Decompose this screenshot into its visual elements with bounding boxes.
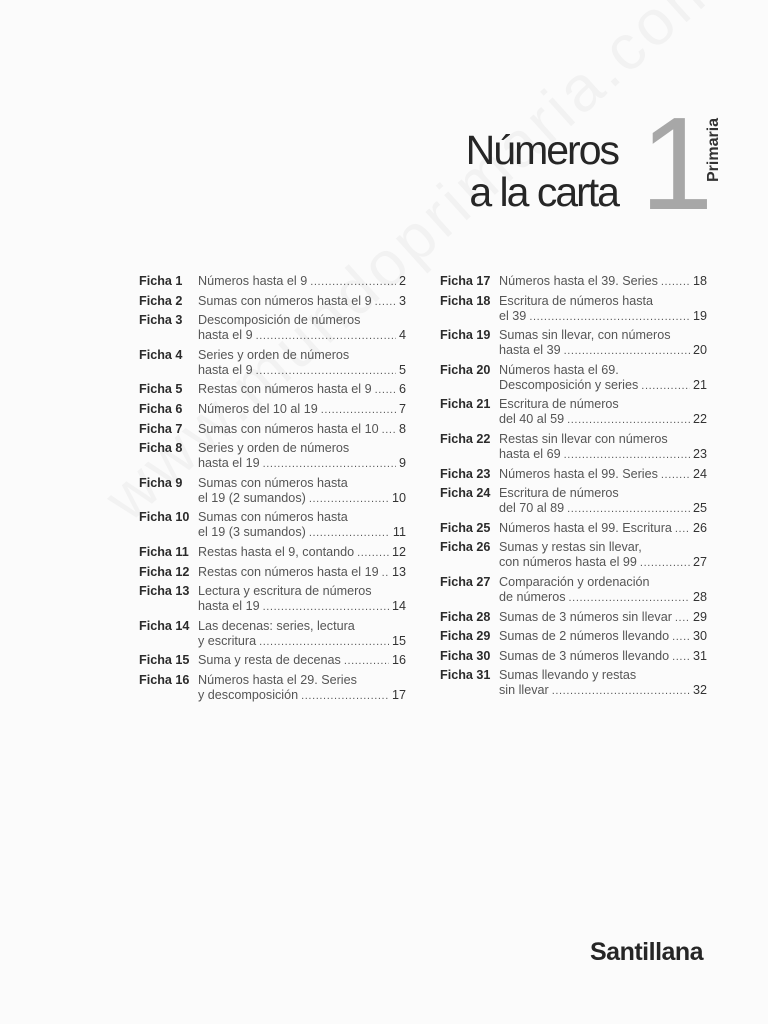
toc-entry-line [198,363,406,379]
toc-entry-text [499,363,707,394]
toc-entry-line-text: Sumas con números hasta [198,475,348,490]
toc-entry [139,274,406,290]
dot-leader [263,457,396,472]
toc-entry-line [499,540,707,555]
title-line-2: a la carta [469,169,618,215]
dot-leader [640,556,690,571]
dot-leader [529,310,690,325]
toc-entry [440,397,707,428]
dot-leader [564,344,690,359]
toc-entry-line-text: hasta el 19 [198,456,260,471]
toc-entry-label: Ficha 30 [440,648,491,663]
toc-entry [440,467,707,483]
toc-entry-line-text: con números hasta el 99 [499,555,637,570]
toc-entry-line [198,456,406,472]
dot-leader [675,522,690,537]
toc-entry-line-text: y escritura [198,633,257,648]
toc-entry-label: Ficha 19 [440,328,491,343]
toc-entry [139,348,406,379]
toc-entry-line-text: el 19 (3 sumandos) [198,525,306,540]
toc-entry-line [499,412,707,428]
toc-entry [440,486,707,517]
toc-entry-text [198,313,406,344]
toc-entry-line [198,510,406,525]
toc-entry-line-text: Números hasta el 29. Series [198,672,357,687]
toc-entry-text [499,575,707,606]
toc-entry-line-text: hasta el 39 [499,343,561,358]
toc-entry-page: 25 [692,501,707,516]
dot-leader [321,403,396,418]
toc-entry [139,565,406,581]
toc-entry-line-text: Restas con números hasta el 19 [198,564,379,579]
toc-entry-line [198,634,406,650]
dot-leader [310,275,396,290]
toc-entry-label: Ficha 28 [440,609,491,624]
toc-entry-label: Ficha 3 [139,313,183,328]
toc-entry-page: 31 [692,648,707,663]
toc-entry-line-text: Escritura de números [499,486,619,501]
toc-entry-line [499,649,707,665]
toc-entry-line [198,348,406,363]
toc-entry [139,653,406,669]
dot-leader [567,502,690,517]
dot-leader [259,635,389,650]
dot-leader [675,611,690,626]
toc-entry-line [499,309,707,325]
toc-entry-line [499,668,707,683]
toc-entry-label: Ficha 22 [440,431,491,446]
toc-entry-line-text: hasta el 69 [499,446,561,461]
toc-entry-text [499,668,707,699]
toc-entry-line [499,501,707,517]
toc-entry-label: Ficha 29 [440,629,491,644]
toc-entry-line-text: Sumas con números hasta el 10 [198,421,379,436]
toc-entry-line [499,610,707,626]
toc-entry-line-text: Sumas sin llevar, con números [499,328,671,343]
toc-entry-page: 8 [398,421,406,436]
cover-title-block [440,90,730,237]
grade-number: 1 [640,90,710,237]
toc-entry [139,584,406,615]
toc-entry [139,545,406,561]
dot-leader [344,654,389,669]
toc-entry-label: Ficha 20 [440,362,491,377]
publisher-logo: Santillana [590,938,704,966]
toc-entry-label: Ficha 17 [440,274,491,288]
toc-entry-line [198,599,406,615]
toc-entry [440,649,707,665]
toc-entry-line-text: Sumas y restas sin llevar, [499,540,642,555]
toc-entry-page: 5 [398,362,406,377]
toc-entry-line-text: Las decenas: series, lectura [198,618,355,633]
toc-entry-line [499,274,707,290]
toc-entry-text [198,584,406,615]
toc-entry [440,610,707,626]
toc-entry-line [198,565,406,581]
toc-entry-line-text: hasta el 19 [198,599,260,614]
toc-entry-line [499,521,707,537]
toc-entry [139,402,406,418]
toc-entry-line-text: Restas sin llevar con números [499,431,668,446]
toc-entry-line [499,432,707,447]
toc-entry [440,328,707,359]
toc-entry-page: 23 [692,446,707,461]
toc-entry-text [499,540,707,571]
toc-entry-label: Ficha 21 [440,397,491,412]
toc-entry-label: Ficha 18 [440,293,491,308]
toc-entry-line-text: del 40 al 59 [499,412,565,427]
toc-entry-line-text: Números hasta el 69. [499,362,619,377]
toc-entry-line [499,363,707,378]
toc-entry-page: 32 [692,683,707,698]
toc-entry-text [198,382,406,398]
toc-entry [440,521,707,537]
toc-entry-line [198,382,406,398]
toc-entry-page: 15 [391,633,406,648]
toc-entry-line [198,688,406,704]
toc-entry-line [499,328,707,343]
toc-entry-page: 16 [391,653,406,668]
toc-entry-label: Ficha 2 [139,293,183,308]
toc-entry-line-text: hasta el 9 [198,362,253,377]
toc-entry-line-text: Comparación y ordenación [499,574,650,589]
toc-entry-line-text: Números hasta el 99. Series [499,466,658,481]
toc-entry [139,510,406,541]
toc-entry [139,441,406,472]
toc-entry-line-text: hasta el 9 [198,328,253,343]
toc-entry-line [198,328,406,344]
dot-leader [256,364,396,379]
toc-entry-line [499,294,707,309]
toc-entry-text [198,441,406,472]
toc-entry-label: Ficha 6 [139,401,183,416]
toc-entry-page: 27 [692,555,707,570]
toc-entry [440,432,707,463]
toc-entry-line-text: y descomposición [198,687,299,702]
toc-entry [440,274,707,290]
dot-leader [309,526,390,541]
toc-entry-line [499,397,707,412]
dot-leader [552,684,690,699]
toc-entry-line [499,486,707,501]
toc-entry-label: Ficha 15 [139,653,190,668]
toc-entry-text [499,467,707,483]
toc-entry-line-text: de números [499,589,566,604]
toc-entry-page: 10 [391,490,406,505]
toc-entry-text [499,294,707,325]
toc-entry-page: 14 [391,599,406,614]
dot-leader [263,600,389,615]
toc-entry-text [198,274,406,290]
toc-entry-line [198,545,406,561]
toc-entry-page: 4 [398,328,406,343]
toc-entry-page: 26 [692,520,707,535]
toc-entry-label: Ficha 16 [139,672,190,687]
toc-entry-line-text: Números del 10 al 19 [198,401,318,416]
toc-entry-line [198,525,406,541]
toc-entry-line-text: Restas hasta el 9, contando [198,544,355,559]
toc-entry-line [499,575,707,590]
dot-leader [641,379,690,394]
toc-entry-text [499,610,707,626]
dot-leader [672,650,690,665]
toc-entry [440,668,707,699]
toc-entry-text [499,521,707,537]
toc-entry-page: 13 [391,564,406,579]
toc-entry-line [499,378,707,394]
toc-entry-page: 28 [692,589,707,604]
toc-entry-line [198,584,406,599]
toc-entry-line [499,629,707,645]
toc-entry-page: 3 [398,293,406,308]
toc-entry-line [198,441,406,456]
dot-leader [256,329,396,344]
toc-entry-line-text: Escritura de números [499,397,619,412]
toc-entry [139,294,406,310]
toc-entry-text [198,565,406,581]
toc-entry-line [499,555,707,571]
dot-leader [661,468,690,483]
toc-entry-line [198,402,406,418]
toc-entry-line [198,673,406,688]
toc-entry-line [499,343,707,359]
grade-level-wrap [704,112,726,182]
toc-entry-line-text: Sumas llevando y restas [499,668,637,683]
dot-leader [375,383,396,398]
toc-entry-page: 21 [692,377,707,392]
toc-entry-line [198,422,406,438]
toc-entry-page: 22 [692,412,707,427]
toc-entry-page: 6 [398,382,406,397]
toc-entry-line-text: Lectura y escritura de números [198,584,372,599]
toc-entry-line [499,467,707,483]
toc-entry-label: Ficha 26 [440,540,491,555]
toc-entry-text [198,510,406,541]
toc-entry-label: Ficha 11 [139,544,189,559]
toc-entry-text [499,397,707,428]
toc-entry-page: 20 [692,343,707,358]
toc-entry-line [198,313,406,328]
toc-entry-line-text: Sumas de 3 números llevando [499,648,670,663]
dot-leader [569,591,690,606]
toc-entry [139,619,406,650]
toc-entry-line [499,590,707,606]
toc-entry-line [198,274,406,290]
grade-level: Primaria [705,117,722,182]
toc-entry [440,629,707,645]
toc-entry-line-text: del 70 al 89 [499,501,565,516]
toc-entry-line-text: sin llevar [499,683,549,698]
toc-entry-line [198,491,406,507]
toc-entry-label: Ficha 13 [139,584,190,599]
toc-entry-line-text: Números hasta el 9 [198,274,308,288]
toc-entry-page: 19 [692,308,707,323]
toc-entry-line-text: Descomposición y series [499,377,639,392]
toc-entry-line [499,683,707,699]
toc-entry [139,313,406,344]
toc-entry-label: Ficha 24 [440,486,491,501]
toc-entry-text [198,348,406,379]
toc-entry-label: Ficha 5 [139,382,183,397]
toc-entry-text [499,328,707,359]
toc-entry-text [499,629,707,645]
dot-leader [309,492,389,507]
toc-entry-page: 18 [692,274,707,288]
dot-leader [564,448,690,463]
toc-entry-label: Ficha 10 [139,510,190,525]
toc-entry-line-text: Sumas con números hasta [198,510,348,525]
dot-leader [301,689,389,704]
toc-entry-text [198,402,406,418]
toc-entry-text [499,432,707,463]
toc-entry-text [198,294,406,310]
toc-entry-line [198,476,406,491]
toc-entry-text [198,673,406,704]
toc-entry [139,422,406,438]
toc-entry-label: Ficha 25 [440,520,491,535]
toc-entry [139,476,406,507]
toc-entry-label: Ficha 4 [139,347,183,362]
toc-entry-page: 17 [391,687,406,702]
toc-entry-label: Ficha 23 [440,466,491,481]
toc-entry-text [499,274,707,290]
toc-entry-page: 24 [692,466,707,481]
toc-entry-label: Ficha 31 [440,668,491,683]
dot-leader [357,546,389,561]
toc-entry-line [499,447,707,463]
toc-entry-text [198,619,406,650]
dot-leader [672,630,690,645]
toc-entry-line-text: el 19 (2 sumandos) [198,490,306,505]
toc-entry-line-text: Números hasta el 99. Escritura [499,520,672,535]
toc-entry-label: Ficha 7 [139,421,183,436]
toc-entry-label: Ficha 9 [139,475,183,490]
title-line-1: Números [465,127,618,173]
toc-entry-page: 2 [398,274,406,288]
toc-entry-text [198,545,406,561]
toc-entry-label: Ficha 27 [440,574,491,589]
toc-entry-line-text: Escritura de números hasta [499,293,653,308]
toc-entry [139,382,406,398]
toc-entry-text [499,649,707,665]
dot-leader [382,423,396,438]
dot-leader [567,413,690,428]
toc-entry [440,540,707,571]
toc-column-right [440,274,707,703]
toc-entry [440,575,707,606]
toc-entry-line-text: Descomposición de números [198,313,361,328]
toc-entry-page: 7 [398,401,406,416]
toc-entry-page: 12 [391,544,406,559]
toc-entry-line-text: Números hasta el 39. Series [499,274,658,288]
toc-entry-label: Ficha 12 [139,564,190,579]
toc-entry-line [198,294,406,310]
toc-entry-page: 11 [392,525,406,540]
toc-entry [440,294,707,325]
toc-entry-line [198,619,406,634]
dot-leader [375,295,396,310]
toc-entry [139,673,406,704]
toc-entry-page: 30 [692,629,707,644]
toc-entry-text [198,476,406,507]
toc-entry-line-text: Restas con números hasta el 9 [198,382,372,397]
toc-entry-page: 29 [692,609,707,624]
toc-entry-text [198,653,406,669]
toc-entry-line-text: Suma y resta de decenas [198,653,341,668]
toc-entry-line-text: Series y orden de números [198,441,350,456]
toc-entry [440,363,707,394]
toc-entry-line-text: Sumas con números hasta el 9 [198,293,372,308]
dot-leader [661,275,690,290]
toc-entry-line [198,653,406,669]
toc-entry-text [198,422,406,438]
toc-entry-page: 9 [398,456,406,471]
toc-entry-label: Ficha 8 [139,441,183,456]
toc-entry-line-text: el 39 [499,308,527,323]
toc-entry-label: Ficha 1 [139,274,183,288]
toc-entry-line-text: Sumas de 3 números sin llevar [499,609,672,624]
toc-entry-line-text: Sumas de 2 números llevando [499,629,670,644]
toc-entry-label: Ficha 14 [139,618,190,633]
toc-entry-text [499,486,707,517]
toc-column-left [139,274,406,708]
dot-leader [382,566,389,581]
toc-entry-line-text: Series y orden de números [198,347,350,362]
